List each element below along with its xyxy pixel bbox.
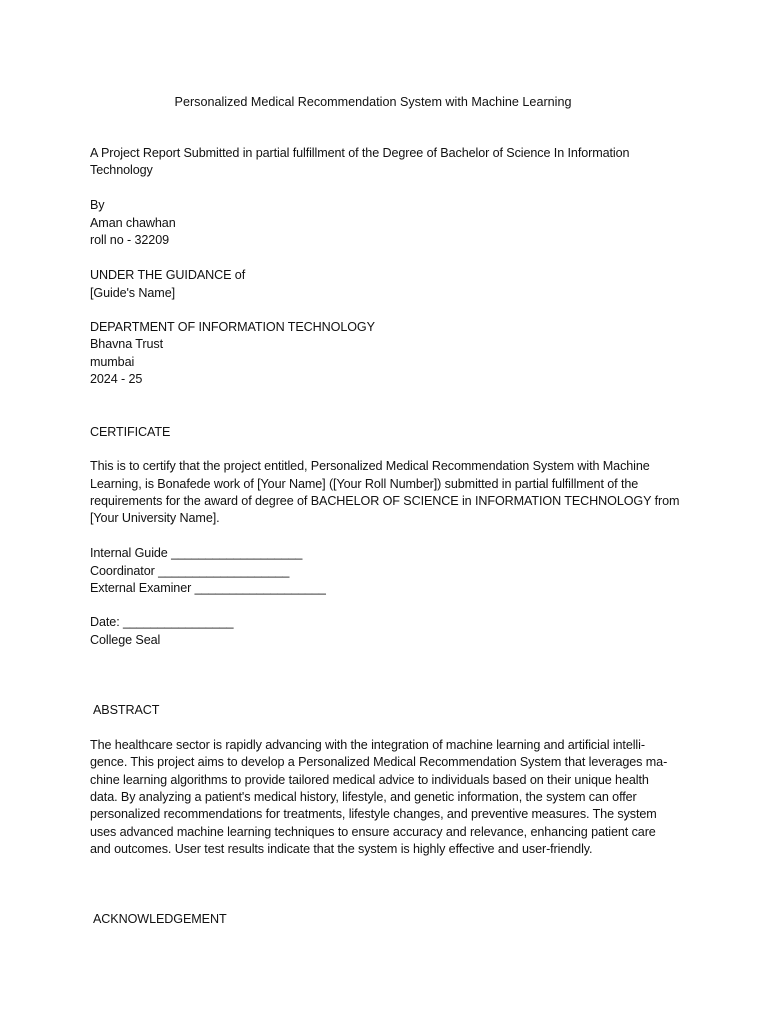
- academic-year: 2024 - 25: [90, 372, 143, 386]
- document-title: Personalized Medical Recommendation System with Machine Learning: [174, 95, 572, 109]
- certificate-line-1: This is to certify that the project entitled, Personalized Medical Recommendation System with Machine: [90, 459, 650, 473]
- abstract-line-1: The healthcare sector is rapidly advancing with the integration of machine learning and artificial intelli-: [90, 738, 645, 752]
- college-seal-label: College Seal: [90, 633, 161, 647]
- date-field: Date: ________________: [90, 615, 234, 629]
- guide-name: [Guide's Name]: [90, 286, 175, 300]
- certificate-heading: CERTIFICATE: [90, 425, 171, 439]
- abstract-line-7: and outcomes. User test results indicate that the system is highly effective and user-friendly.: [90, 842, 593, 856]
- acknowledgement-heading: ACKNOWLEDGEMENT: [93, 912, 227, 926]
- internal-guide-signature: Internal Guide ___________________: [90, 546, 303, 560]
- abstract-line-4: data. By analyzing a patient's medical history, lifestyle, and genetic information, the system can offer: [90, 790, 637, 804]
- submission-line-1: A Project Report Submitted in partial fulfillment of the Degree of Bachelor of Science In Information: [90, 146, 630, 160]
- department-name: DEPARTMENT OF INFORMATION TECHNOLOGY: [90, 320, 375, 334]
- external-examiner-signature: External Examiner ___________________: [90, 581, 326, 595]
- abstract-line-6: uses advanced machine learning techniques to ensure accuracy and relevance, enhancing patient care: [90, 825, 656, 839]
- guidance-label: UNDER THE GUIDANCE of: [90, 268, 246, 282]
- abstract-line-3: chine learning algorithms to provide tailored medical advice to individuals based on their unique health: [90, 773, 649, 787]
- city-name: mumbai: [90, 355, 135, 369]
- author-by: By: [90, 198, 105, 212]
- abstract-line-2: gence. This project aims to develop a Personalized Medical Recommendation System that leverages ma-: [90, 755, 668, 769]
- abstract-heading: ABSTRACT: [93, 703, 160, 717]
- author-name: Aman chawhan: [90, 216, 176, 230]
- certificate-line-2: Learning, is Bonafede work of [Your Name] ([Your Roll Number]) submitted in partial fulfillment of the: [90, 477, 639, 491]
- certificate-line-4: [Your University Name].: [90, 511, 220, 525]
- abstract-line-5: personalized recommendations for treatments, lifestyle changes, and preventive measures. The system: [90, 807, 657, 821]
- certificate-line-3: requirements for the award of degree of BACHELOR OF SCIENCE in INFORMATION TECHNOLOGY from: [90, 494, 680, 508]
- author-roll: roll no - 32209: [90, 233, 170, 247]
- coordinator-signature: Coordinator ___________________: [90, 564, 290, 578]
- submission-line-2: Technology: [90, 163, 153, 177]
- institution-name: Bhavna Trust: [90, 337, 164, 351]
